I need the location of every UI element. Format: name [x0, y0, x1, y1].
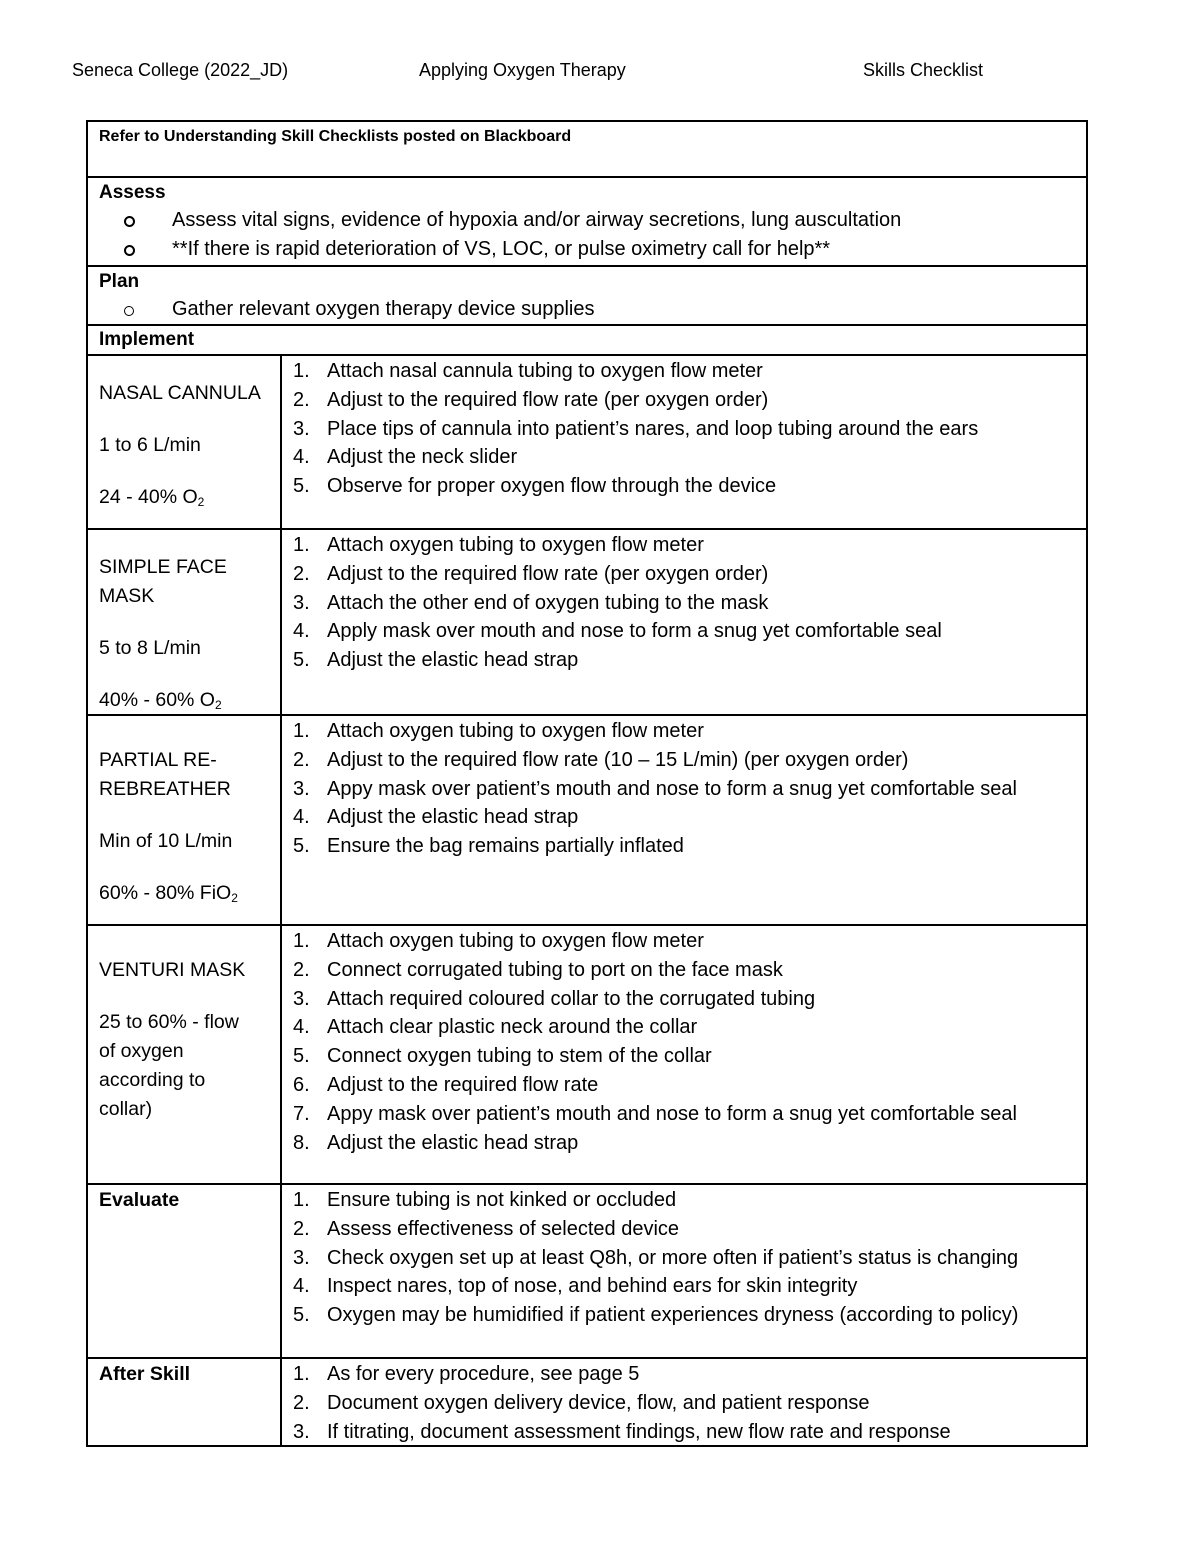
device-name: VENTURI MASK [99, 959, 246, 981]
device-steps [282, 356, 1086, 528]
step-item: 5. Adjust the elastic head strap [293, 649, 579, 672]
step-item: 5. Oxygen may be humidified if patient experiences dryness (according to policy) [293, 1304, 1019, 1327]
device-o2: 60% - 80% FiO$_2$ [99, 882, 238, 905]
step-item: 4. Attach clear plastic neck around the collar [293, 1016, 698, 1039]
device-steps [282, 530, 1086, 714]
step-item: 1. Attach nasal cannula tubing to oxygen flow meter [293, 360, 763, 382]
step-item: 2. Document oxygen delivery device, flow, and patient response [293, 1391, 870, 1414]
step-item: 3. Appy mask over patient’s mouth and nose to form a snug yet comfortable seal [293, 777, 1017, 800]
step-item: 1. Ensure tubing is not kinked or occluded [293, 1189, 677, 1211]
page-header [0, 60, 1200, 88]
step-item: 1. Attach oxygen tubing to oxygen flow meter [293, 720, 704, 742]
step-item: 4. Inspect nares, top of nose, and behind ears for skin integrity [293, 1275, 858, 1298]
step-item: 4. Apply mask over mouth and nose to form a snug yet comfortable seal [293, 620, 942, 643]
step-item: 5. Ensure the bag remains partially inflated [293, 835, 684, 858]
step-item: 8. Adjust the elastic head strap [293, 1131, 579, 1154]
device-name: PARTIAL RE-REBREATHER [99, 749, 231, 800]
assess-list [99, 206, 1076, 264]
device-flow: 1 to 6 L/min [99, 434, 201, 456]
assess-row [86, 178, 1088, 267]
device-info [88, 716, 282, 924]
after-skill-row [86, 1359, 1088, 1447]
plan-title: Plan [99, 271, 140, 292]
device-row-nasal-cannula [86, 356, 1088, 530]
plan-row [86, 267, 1088, 326]
plan-list [99, 295, 1076, 324]
reference-row [86, 120, 1088, 178]
device-info [88, 356, 282, 528]
after-skill-steps [282, 1359, 1086, 1445]
step-item: 7. Appy mask over patient’s mouth and nose to form a snug yet comfortable seal [293, 1102, 1017, 1125]
device-steps [282, 926, 1086, 1183]
evaluate-title: Evaluate [88, 1185, 282, 1357]
step-item: 4. Adjust the elastic head strap [293, 806, 579, 829]
device-name: NASAL CANNULA [99, 382, 261, 404]
step-item: 2. Adjust to the required flow rate (per oxygen order) [293, 388, 769, 411]
after-skill-title: After Skill [88, 1359, 282, 1445]
step-item: 3. Place tips of cannula into patient’s nares, and loop tubing around the ears [293, 417, 979, 440]
step-item: 2. Assess effectiveness of selected device [293, 1217, 680, 1240]
step-item: 3. Check oxygen set up at least Q8h, or more often if patient’s status is changing [293, 1246, 1019, 1269]
device-steps [282, 716, 1086, 924]
device-flow: Min of 10 L/min [99, 830, 233, 852]
header-doc-type: Skills Checklist [863, 60, 984, 80]
assess-title: Assess [99, 182, 166, 203]
step-item: 3. Attach required coloured collar to the corrugated tubing [293, 987, 816, 1010]
step-item: 3. Attach the other end of oxygen tubing to the mask [293, 591, 769, 614]
step-item: 1. Attach oxygen tubing to oxygen flow meter [293, 534, 704, 556]
step-item: 6. Adjust to the required flow rate [293, 1073, 599, 1096]
device-flow: 25 to 60% - flow of oxygen according to collar) [99, 1011, 239, 1120]
device-row-simple-face-mask [86, 530, 1088, 716]
header-title: Applying Oxygen Therapy [419, 60, 626, 80]
list-item: **If there is rapid deterioration of VS, LOC, or pulse oximetry call for help** [109, 235, 1076, 264]
step-item: 1. Attach oxygen tubing to oxygen flow meter [293, 930, 704, 952]
checklist-table [86, 120, 1088, 1447]
implement-title: Implement [99, 329, 195, 350]
evaluate-row [86, 1185, 1088, 1359]
device-row-venturi-mask [86, 926, 1088, 1185]
header-institution: Seneca College (2022_JD) [72, 60, 289, 80]
step-item: 2. Adjust to the required flow rate (per oxygen order) [293, 562, 769, 585]
step-item: 1. As for every procedure, see page 5 [293, 1363, 640, 1385]
step-item: 5. Observe for proper oxygen flow through the device [293, 475, 777, 498]
device-name: SIMPLE FACE MASK [99, 556, 227, 607]
evaluate-steps [282, 1185, 1086, 1357]
step-item: 5. Connect oxygen tubing to stem of the collar [293, 1045, 712, 1068]
step-item: 4. Adjust the neck slider [293, 446, 518, 469]
step-item: 2. Connect corrugated tubing to port on the face mask [293, 958, 783, 981]
device-flow: 5 to 8 L/min [99, 637, 201, 659]
device-info [88, 926, 282, 1183]
reference-note: Refer to Understanding Skill Checklists posted on Blackboard [99, 128, 572, 145]
device-row-partial-rebreather [86, 716, 1088, 926]
device-info [88, 530, 282, 714]
list-item: Gather relevant oxygen therapy device supplies [109, 295, 1076, 324]
implement-row [86, 326, 1088, 356]
device-o2: 24 - 40% $O_2$ [99, 486, 205, 509]
list-item: Assess vital signs, evidence of hypoxia and/or airway secretions, lung auscultation [109, 206, 1076, 235]
device-o2: 40% - 60% $O_2$ [99, 689, 222, 712]
step-item: 2. Adjust to the required flow rate (10 – 15 L/min) (per oxygen order) [293, 748, 909, 771]
step-item: 3. If titrating, document assessment findings, new flow rate and response [293, 1420, 951, 1443]
